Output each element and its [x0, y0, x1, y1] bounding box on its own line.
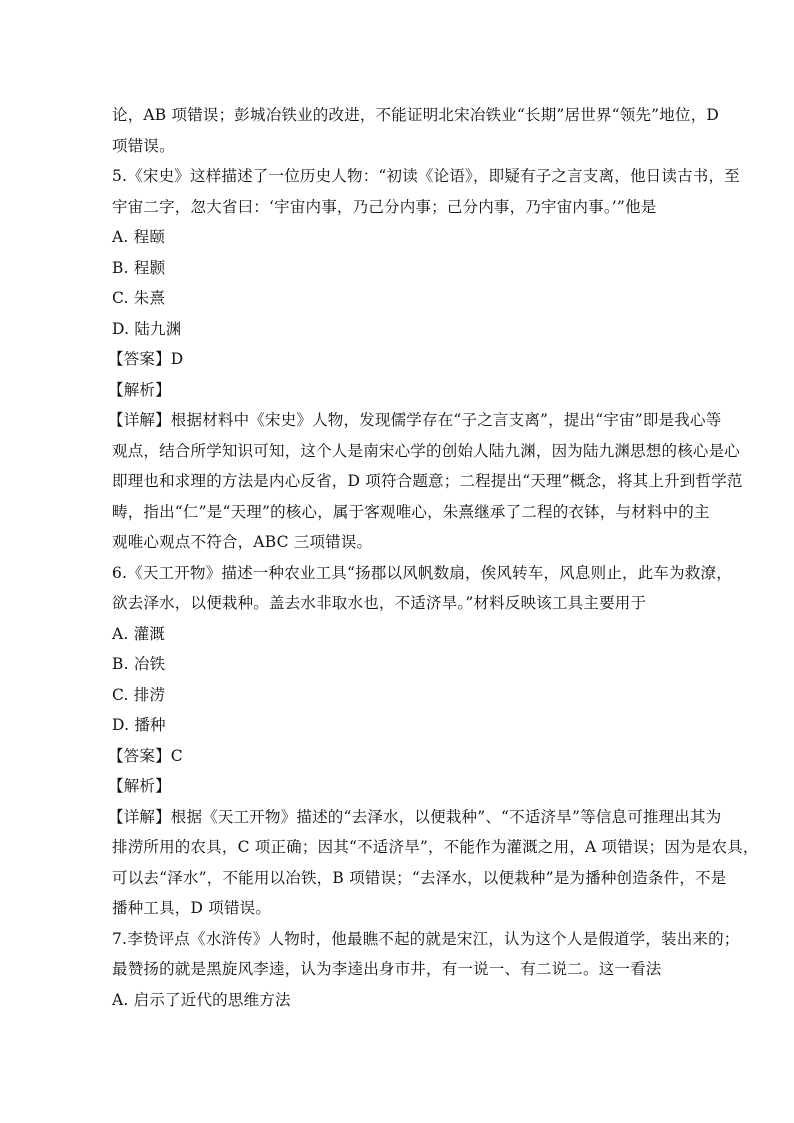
question-5-detail-line: 观点，结合所学知识可知，这个人是南宋心学的创始人陆九渊，因为陆九渊思想的核心是心	[112, 441, 741, 460]
question-6-option-d: D. 播种	[112, 716, 166, 734]
question-5-detail-line: 【详解】根据材料中《宋史》人物，发现儒学存在“子之言支离”，提出“宇宙”即是我心等	[108, 411, 722, 429]
text-line: 论，AB 项错误；彭城冶铁业的改进，不能证明北宋冶铁业“长期”居世界“领先”地位，D	[112, 106, 720, 124]
question-6-analysis-label: 【解析】	[108, 777, 171, 795]
question-5-detail-line: 即理也和求理的方法是内心反省，D 项符合题意；二程提出“天理”概念，将其上升到哲学范	[112, 472, 743, 490]
question-5-stem-line: 宇宙二字，忽大省曰：‘宇宙内事，乃己分内事；己分内事，乃宇宙内事。’”他是	[112, 197, 657, 216]
page-content	[108, 100, 759, 1015]
question-6-stem-line: 欲去泽水，以便栽种。盖去水非取水也，不适济旱。”材料反映该工具主要用于	[112, 594, 647, 612]
question-5-answer: 【答案】D	[108, 350, 184, 368]
question-6-answer: 【答案】C	[108, 746, 183, 765]
question-5-option-a: A. 程颐	[112, 228, 166, 246]
question-5-detail-line: 畴，指出“仁”是“天理”的核心，属于客观唯心，朱熹继承了二程的衣钵，与材料中的主	[112, 502, 710, 521]
question-6-detail-line: 播种工具，D 项错误。	[112, 899, 272, 917]
text-line: 项错误。	[112, 136, 175, 155]
question-6-option-a: A. 灌溉	[112, 624, 166, 643]
question-6-detail-line: 【详解】根据《天工开物》描述的“去泽水，以便栽种”、“不适济旱”等信息可推理出其为	[108, 807, 722, 826]
question-6-detail-line: 可以去“泽水”，不能用以冶铁，B 项错误；“去泽水，以便栽种”是为播种创造条件，不是	[112, 868, 727, 887]
question-5-stem-line: 5.《宋史》这样描述了一位历史人物：“初读《论语》，即疑有子之言支离，他日读古书，至	[112, 167, 740, 185]
question-6-stem-line: 6.《天工开物》描述一种农业工具“扬郡以风帆数扇，俟风转车，风息则止，此车为救潦，	[112, 563, 732, 582]
question-5-detail-line: 观唯心观点不符合，ABC 三项错误。	[112, 533, 373, 551]
question-5-option-d: D. 陆九渊	[112, 319, 182, 338]
question-7-stem-line: 7.李贽评点《水浒传》人物时，他最瞧不起的就是宋江，认为这个人是假道学，装出来的；	[112, 929, 740, 948]
question-7-option-a: A. 启示了近代的思维方法	[112, 990, 291, 1009]
question-5-option-b: B. 程颢	[112, 258, 166, 277]
question-6-detail-line: 排涝所用的农具，C 项正确；因其“不适济旱”，不能作为灌溉之用，A 项错误；因为是农具，	[112, 838, 759, 856]
question-6-option-c: C. 排涝	[112, 685, 166, 704]
question-6-option-b: B. 冶铁	[112, 655, 166, 673]
question-7-stem-line: 最赞扬的就是黑旋风李逵，认为李逵出身市井，有一说一、有二说二。这一看法	[112, 960, 662, 978]
question-5-analysis-label: 【解析】	[108, 380, 171, 399]
question-5-option-c: C. 朱熹	[112, 289, 166, 307]
